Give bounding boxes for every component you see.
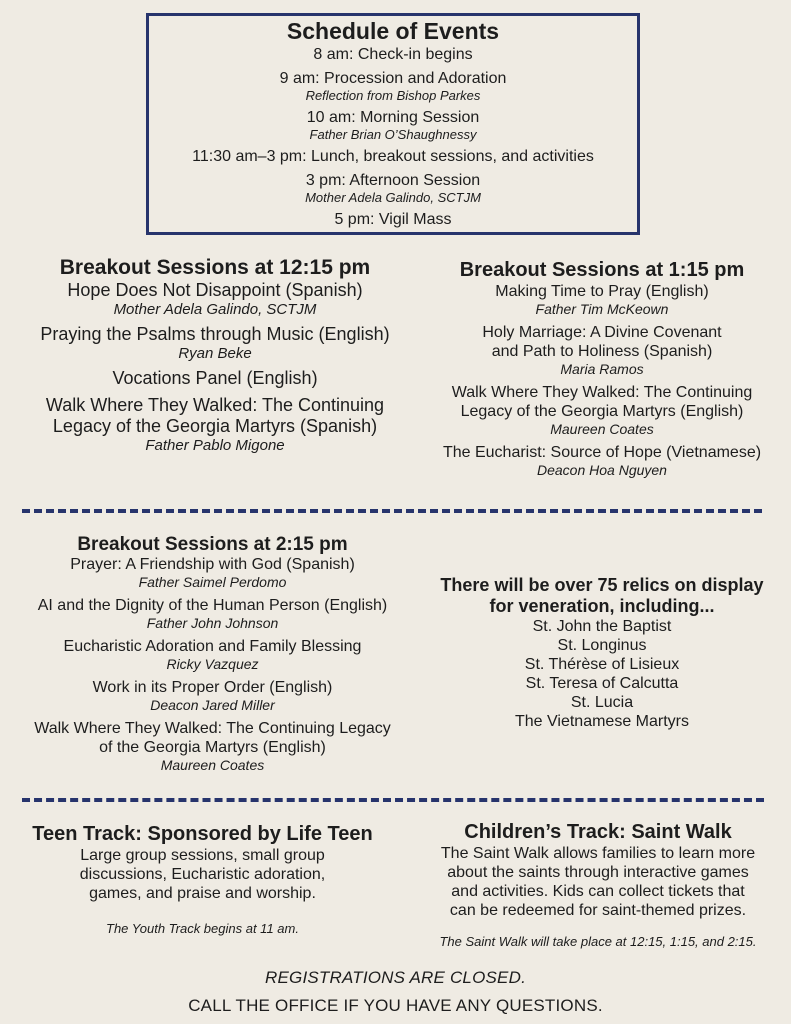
session-title: Holy Marriage: A Divine Covenant (482, 324, 722, 341)
session-speaker: Father Saimel Perdomo (138, 574, 287, 590)
relic-item: St. Lucia (570, 694, 634, 711)
relic-item: St. Thérèse of Lisieux (524, 656, 680, 673)
schedule-item (149, 45, 637, 64)
schedule-time: 11:30 am–3 pm: Lunch, breakout sessions, and activities (192, 148, 594, 165)
relic-item: St. Longinus (557, 637, 647, 654)
children-track-heading: Children’s Track: Saint Walk (464, 821, 732, 843)
teen-track-heading: Teen Track: Sponsored by Life Teen (32, 823, 373, 845)
session-title: Work in its Proper Order (English) (92, 679, 333, 696)
teen-track-section (0, 823, 405, 937)
schedule-time: 10 am: Morning Session (306, 109, 480, 126)
session-speaker: Father Pablo Migone (145, 437, 285, 454)
teen-track-note: The Youth Track begins at 11 am. (106, 921, 299, 936)
session-speaker: Father John Johnson (146, 615, 279, 631)
session-title: of the Georgia Martyrs (English) (99, 739, 326, 756)
session-speaker: Maria Ramos (560, 361, 644, 377)
breakout-115-section (413, 258, 791, 478)
session-speaker: Maureen Coates (160, 757, 265, 773)
session-speaker: Deacon Jared Miller (150, 697, 275, 713)
schedule-item (149, 210, 637, 229)
schedule-item (149, 147, 637, 166)
relic-item: The Vietnamese Martyrs (515, 713, 689, 730)
session-title: and Path to Holiness (Spanish) (491, 343, 713, 360)
section-heading: Breakout Sessions at 2:15 pm (77, 534, 348, 555)
relic-item: St. John the Baptist (532, 618, 672, 635)
footer (0, 967, 791, 1017)
session-speaker: Maureen Coates (550, 421, 654, 437)
session-title: Making Time to Pray (English) (495, 283, 709, 300)
session-title: Praying the Psalms through Music (English) (40, 324, 390, 344)
schedule-title: Schedule of Events (286, 18, 500, 44)
schedule-item (149, 69, 637, 103)
section-heading: Breakout Sessions at 12:15 pm (59, 256, 371, 279)
session-title: Prayer: A Friendship with God (Spanish) (70, 556, 355, 573)
teen-track-text: games, and praise and worship. (89, 885, 316, 902)
session-title: Walk Where They Walked: The Continuing (45, 395, 385, 415)
relics-section (413, 575, 791, 731)
dashed-divider (22, 798, 764, 802)
children-track-note: The Saint Walk will take place at 12:15, 1:15, and 2:15. (439, 934, 757, 949)
children-track-text: can be redeemed for saint-themed prizes. (449, 902, 747, 919)
session-title: Walk Where They Walked: The Continuing (451, 384, 753, 401)
schedule-time: 8 am: Check-in begins (313, 46, 473, 63)
children-track-text: about the saints through interactive games (447, 864, 749, 881)
schedule-speaker: Reflection from Bishop Parkes (305, 88, 481, 103)
schedule-speaker: Mother Adela Galindo, SCTJM (305, 190, 481, 205)
children-track-text: and activities. Kids can collect tickets that (451, 883, 745, 900)
schedule-time: 3 pm: Afternoon Session (305, 172, 481, 189)
relic-item: St. Teresa of Calcutta (525, 675, 679, 692)
session-speaker: Ricky Vazquez (166, 656, 259, 672)
session-speaker: Deacon Hoa Nguyen (537, 462, 667, 478)
teen-track-text: discussions, Eucharistic adoration, (79, 866, 326, 883)
session-title: Vocations Panel (English) (112, 368, 318, 388)
schedule-time: 5 pm: Vigil Mass (334, 211, 452, 228)
session-title: Legacy of the Georgia Martyrs (English) (460, 403, 744, 420)
schedule-speaker: Father Brian O’Shaughnessy (309, 127, 477, 142)
section-heading: Breakout Sessions at 1:15 pm (459, 259, 745, 281)
relics-heading: for veneration, including... (489, 596, 715, 616)
registration-closed-text: REGISTRATIONS ARE CLOSED. (265, 968, 526, 987)
session-title: Eucharistic Adoration and Family Blessing (63, 638, 362, 655)
session-title: The Eucharist: Source of Hope (Vietnamese) (442, 444, 762, 461)
session-title: Hope Does Not Disappoint (Spanish) (67, 280, 363, 300)
schedule-item (149, 108, 637, 142)
schedule-time: 9 am: Procession and Adoration (279, 70, 507, 87)
session-speaker: Father Tim McKeown (535, 301, 669, 317)
children-track-text: The Saint Walk allows families to learn more (440, 845, 756, 862)
schedule-item (149, 171, 637, 205)
breakout-1215-section (0, 256, 430, 454)
session-title: Legacy of the Georgia Martyrs (Spanish) (52, 416, 378, 436)
session-title: AI and the Dignity of the Human Person (English) (37, 597, 388, 614)
session-speaker: Ryan Beke (178, 345, 252, 362)
teen-track-text: Large group sessions, small group (80, 847, 325, 864)
breakout-215-section (0, 534, 425, 773)
children-track-section (405, 821, 791, 950)
schedule-box (146, 13, 640, 235)
dashed-divider (22, 509, 762, 513)
call-office-text: CALL THE OFFICE IF YOU HAVE ANY QUESTIONS. (188, 996, 603, 1015)
session-speaker: Mother Adela Galindo, SCTJM (113, 301, 317, 318)
session-title: Walk Where They Walked: The Continuing Legacy (34, 720, 391, 737)
relics-heading: There will be over 75 relics on display (440, 575, 764, 595)
